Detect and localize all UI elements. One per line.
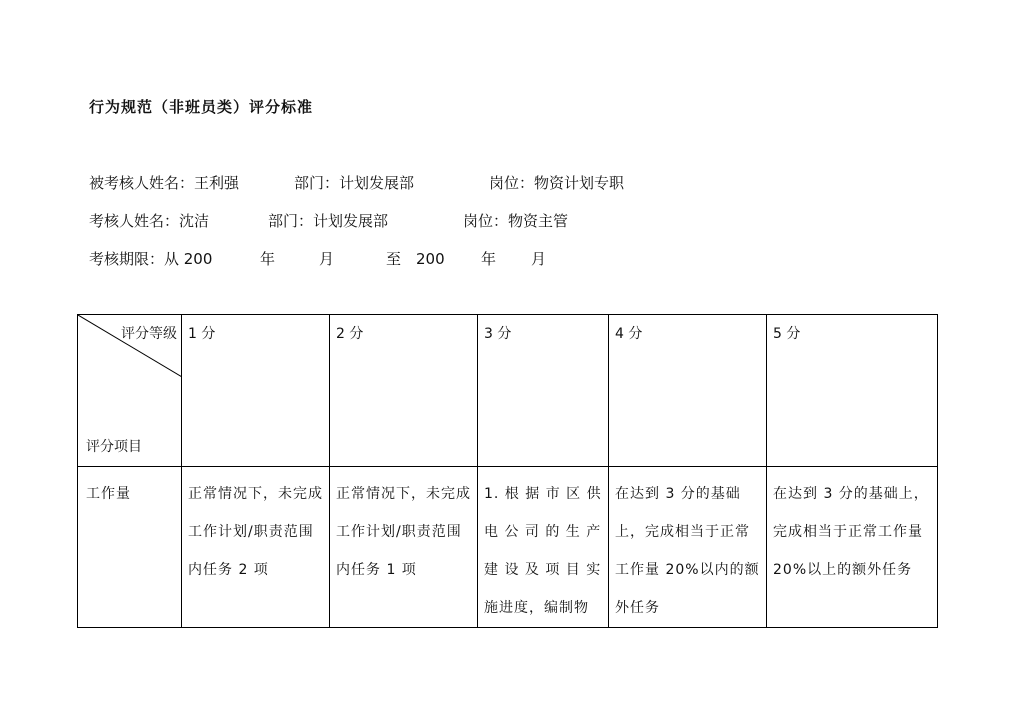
assessee-dept: 部门：计划发展部: [294, 174, 415, 192]
assessor-dept: 部门：计划发展部: [268, 212, 389, 230]
grade-header-5: 5 分: [767, 315, 938, 467]
grade-header-2: 2 分: [330, 315, 478, 467]
period-year-1: 年: [260, 250, 276, 268]
corner-header-cell: [78, 315, 182, 467]
criteria-cell-1: 正常情况下，未完成工作计划/职责范围内任务 2 项: [182, 467, 330, 628]
period-from: 考核期限：从 200: [89, 250, 213, 268]
corner-grade-label: 评分等级: [121, 326, 177, 342]
period-year-2: 年: [481, 250, 497, 268]
period-month-1: 月: [319, 250, 335, 268]
table-header-row: [78, 315, 938, 467]
assessor-name: 考核人姓名：沈洁: [89, 212, 210, 230]
period-to: 至 200: [386, 250, 445, 268]
grade-header-1: 1 分: [182, 315, 330, 467]
criteria-cell-2: 正常情况下，未完成工作计划/职责范围内任务 1 项: [330, 467, 478, 628]
assessor-post: 岗位：物资主管: [463, 212, 569, 230]
table-row: [78, 467, 938, 628]
period-month-2: 月: [531, 250, 547, 268]
assessee-post: 岗位：物资计划专职: [489, 174, 625, 192]
document-title: 行为规范（非班员类）评分标准: [89, 98, 314, 116]
corner-item-label: 评分项目: [86, 439, 142, 455]
grade-header-4: 4 分: [609, 315, 767, 467]
criteria-cell-4: 在达到 3 分的基础上，完成相当于正常工作量 20%以内的额外任务: [609, 467, 767, 628]
assessee-name: 被考核人姓名：王利强: [89, 174, 240, 192]
item-label-workload: 工作量: [78, 467, 182, 628]
criteria-cell-5: 在达到 3 分的基础上，完成相当于正常工作量 20%以上的额外任务: [767, 467, 938, 628]
scoring-table: [77, 314, 938, 628]
criteria-cell-3: 1. 根 据 市 区 供 电 公 司 的 生 产 建 设 及 项 目 实 施进度，编制物: [478, 467, 609, 628]
grade-header-3: 3 分: [478, 315, 609, 467]
